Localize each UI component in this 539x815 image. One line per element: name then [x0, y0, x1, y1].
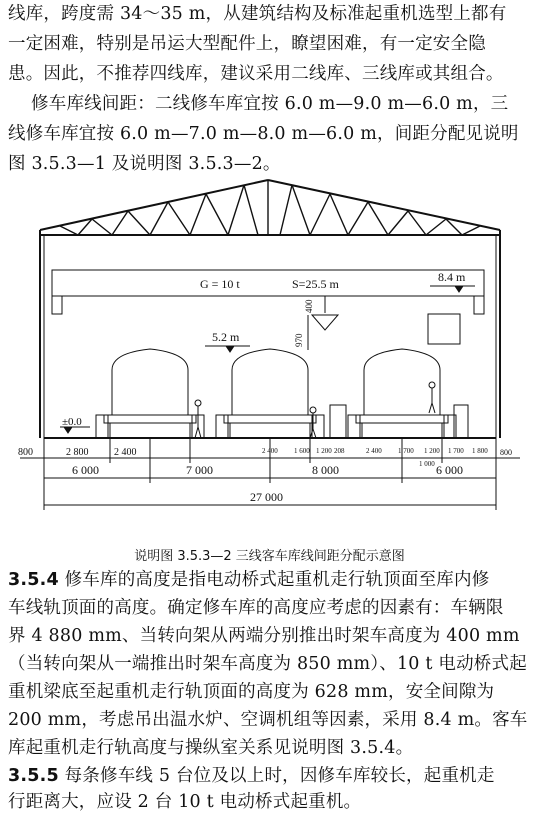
total-dim-label: 27 000 — [250, 490, 283, 504]
dim-label: 8 000 — [312, 463, 339, 477]
railcar-2 — [216, 349, 324, 438]
body-text-line: 线库，跨度需 34～35 m，从建筑结构及标准起重机选型上都有 — [8, 4, 507, 24]
work-stand — [330, 405, 346, 438]
platform-height-label: 5.2 m — [212, 330, 240, 344]
figure-caption: 说明图 3.5.3—2 三线客车库线间距分配示意图 — [134, 549, 405, 564]
dim-label: 2 400 — [262, 447, 278, 455]
dim-label: 800 — [18, 447, 33, 458]
dim-400: 400 — [304, 299, 314, 313]
body-text-line: 患。因此，不推荐四线库，建议采用二线库、三线库或其组合。 — [8, 64, 504, 84]
crane-girder — [52, 270, 484, 296]
dim-label: 800 — [500, 448, 512, 457]
body-text-line: 200 mm，考虑吊出温水炉、空调机组等因素，采用 8.4 m。客车 — [8, 710, 528, 730]
body-text-line: 车线轨顶面的高度。确定修车库的高度应考虑的因素有：车辆限 — [8, 598, 504, 618]
body-text-line: 图 3.5.3—1 及说明图 3.5.3—2。 — [8, 154, 281, 174]
clause-number: 3.5.5 — [8, 766, 59, 786]
dim-label: 208 — [334, 447, 345, 455]
dim-label: 2 400 — [366, 447, 382, 455]
crane-span-label: S=25.5 m — [292, 277, 339, 291]
dim-970: 970 — [294, 333, 304, 347]
dim-label: 1 000 — [419, 460, 435, 468]
section-diagram — [0, 175, 539, 540]
body-text-line — [8, 764, 532, 789]
roof-left — [40, 180, 268, 230]
person-figure — [429, 382, 435, 413]
railcar-1 — [96, 349, 204, 438]
body-text-line: 库起重机走行轨高度与操纵室关系见说明图 3.5.4。 — [8, 738, 414, 758]
body-text-line: 修车库线间距：二线修车库宜按 6.0 m—9.0 m—6.0 m，三 — [8, 94, 509, 114]
body-text-line: 行距离大，应设 2 台 10 t 电动桥式起重机。 — [8, 792, 362, 812]
dim-label: 1 600 — [294, 447, 310, 455]
clause-text: 修车库的高度是指电动桥式起重机走行轨顶面至库内修 — [64, 570, 490, 590]
ground-label: ±0.0 — [62, 416, 82, 428]
crane-hook — [312, 315, 338, 330]
body-text-line: 线修车库宜按 6.0 m—7.0 m—8.0 m—6.0 m，间距分配见说明 — [8, 124, 519, 144]
body-text-line — [8, 568, 532, 593]
body-text-line: 一定困难，特别是吊运大型配件上，瞭望困难，有一定安全隐 — [8, 34, 486, 54]
crane-cab — [428, 314, 460, 344]
dim-label: 6 000 — [72, 463, 99, 477]
rail-height-label: 8.4 m — [438, 270, 466, 284]
railcar-3 — [348, 349, 456, 438]
dim-label: 6 000 — [436, 463, 463, 477]
roof-right — [268, 180, 500, 230]
dim-label: 1 200 — [316, 447, 332, 455]
dim-label: 1 700 — [398, 447, 414, 455]
truss-webs — [60, 180, 480, 235]
clause-text: 每条修车线 5 台位及以上时，因修车库较长，起重机走 — [64, 766, 495, 786]
dim-label: 1 700 — [448, 447, 464, 455]
body-text-line: （当转向架从一端推出时架车高度为 850 mm）、10 t 电动桥式起 — [8, 654, 527, 674]
dim-label: 1 800 — [472, 447, 488, 455]
clause-number: 3.5.4 — [8, 570, 59, 590]
dim-label: 7 000 — [186, 463, 213, 477]
body-text-line: 界 4 880 mm、当转向架从两端分别推出时架车高度为 400 mm — [8, 626, 520, 646]
crane-capacity-label: G = 10 t — [200, 277, 240, 291]
dim-label: 2 800 — [66, 447, 89, 458]
dim-label: 2 400 — [114, 447, 137, 458]
dim-label: 1 200 — [424, 447, 440, 455]
body-text-line: 重机梁底至起重机走行轨顶面的高度为 628 mm，安全间隙为 — [8, 682, 495, 702]
